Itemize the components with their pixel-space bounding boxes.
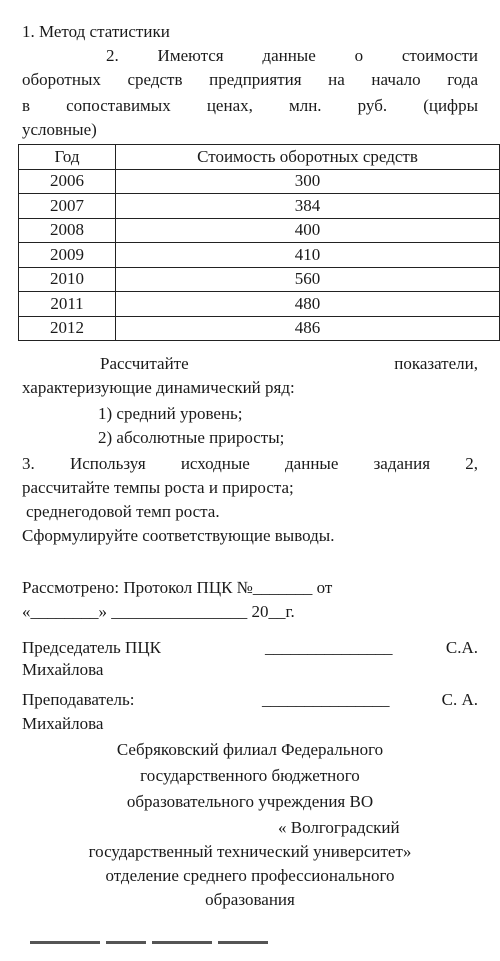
teacher-surname: Михайлова	[22, 714, 104, 733]
chairman-role: Председатель ПЦК	[22, 638, 161, 657]
chairman-signature-blank: _______________	[265, 638, 393, 657]
value-cell: 400	[116, 218, 500, 243]
table-row	[19, 169, 500, 194]
teacher-role: Преподаватель:	[22, 690, 135, 709]
chairman-surname: Михайлова	[22, 660, 104, 679]
calc-word-calculate: Рассчитайте	[100, 354, 189, 373]
value-cell: 300	[116, 169, 500, 194]
value-cell: 480	[116, 292, 500, 317]
value-cell: 410	[116, 243, 500, 268]
working-capital-table	[18, 144, 500, 341]
year-cell: 2008	[19, 218, 116, 243]
calc-item-1: 1) средний уровень;	[98, 404, 243, 423]
column-header-year: Год	[19, 145, 116, 170]
teacher-signature-line	[22, 690, 478, 710]
chairman-signature-line	[22, 638, 478, 658]
value-cell: 560	[116, 267, 500, 292]
institution-line-1: Себряковский филиал Федерального	[116, 740, 384, 759]
calc-item-2: 2) абсолютные приросты;	[98, 428, 285, 447]
column-header-cost: Стоимость оборотных средств	[116, 145, 500, 170]
table-row	[19, 316, 500, 341]
institution-line-7: образования	[205, 890, 295, 909]
calc-line-1	[100, 354, 478, 374]
year-cell: 2006	[19, 169, 116, 194]
year-cell: 2011	[19, 292, 116, 317]
value-cell: 486	[116, 316, 500, 341]
task-1-heading: 1. Метод статистики	[22, 22, 170, 41]
table-row	[19, 292, 500, 317]
teacher-signature-blank: _______________	[262, 690, 390, 709]
institution-line-3: образовательного учреждения ВО	[126, 792, 374, 811]
table-row	[19, 243, 500, 268]
institution-line-4: « Волгоградский	[278, 818, 400, 837]
calc-word-indicators: показатели,	[394, 354, 478, 373]
review-line-2: «________» ________________ 20__г.	[22, 602, 295, 621]
institution-line-5: государственный технический университет»	[88, 842, 412, 861]
table-header-row	[19, 145, 500, 170]
review-line-1: Рассмотрено: Протокол ПЦК №_______ от	[22, 578, 333, 597]
task-2-line-3: в сопоставимых ценах, млн. руб. (цифры	[22, 96, 478, 115]
institution-line-6: отделение среднего профессионального	[105, 866, 395, 885]
task-3-line-4: Сформулируйте соответствующие выводы.	[22, 526, 335, 545]
table-row	[19, 194, 500, 219]
institution-line-2: государственного бюджетного	[140, 766, 360, 785]
value-cell: 384	[116, 194, 500, 219]
year-cell: 2010	[19, 267, 116, 292]
year-cell: 2012	[19, 316, 116, 341]
teacher-initials: С. А.	[441, 690, 478, 709]
task-2-line-4: условные)	[22, 120, 97, 139]
cropped-next-line	[30, 941, 290, 944]
task-2-line-2: оборотных средств предприятия на начало года	[22, 70, 478, 89]
task-2-line-1: 2. Имеются данные о стоимости	[106, 46, 478, 65]
task-3-line-1: 3. Используя исходные данные задания 2,	[22, 454, 478, 473]
calc-line-2: характеризующие динамический ряд:	[22, 378, 295, 397]
year-cell: 2007	[19, 194, 116, 219]
table-row	[19, 218, 500, 243]
task-3-line-2: рассчитайте темпы роста и прироста;	[22, 478, 294, 497]
year-cell: 2009	[19, 243, 116, 268]
task-3-line-3: среднегодовой темп роста.	[26, 502, 220, 521]
chairman-initials: С.А.	[445, 638, 478, 657]
table-row	[19, 267, 500, 292]
